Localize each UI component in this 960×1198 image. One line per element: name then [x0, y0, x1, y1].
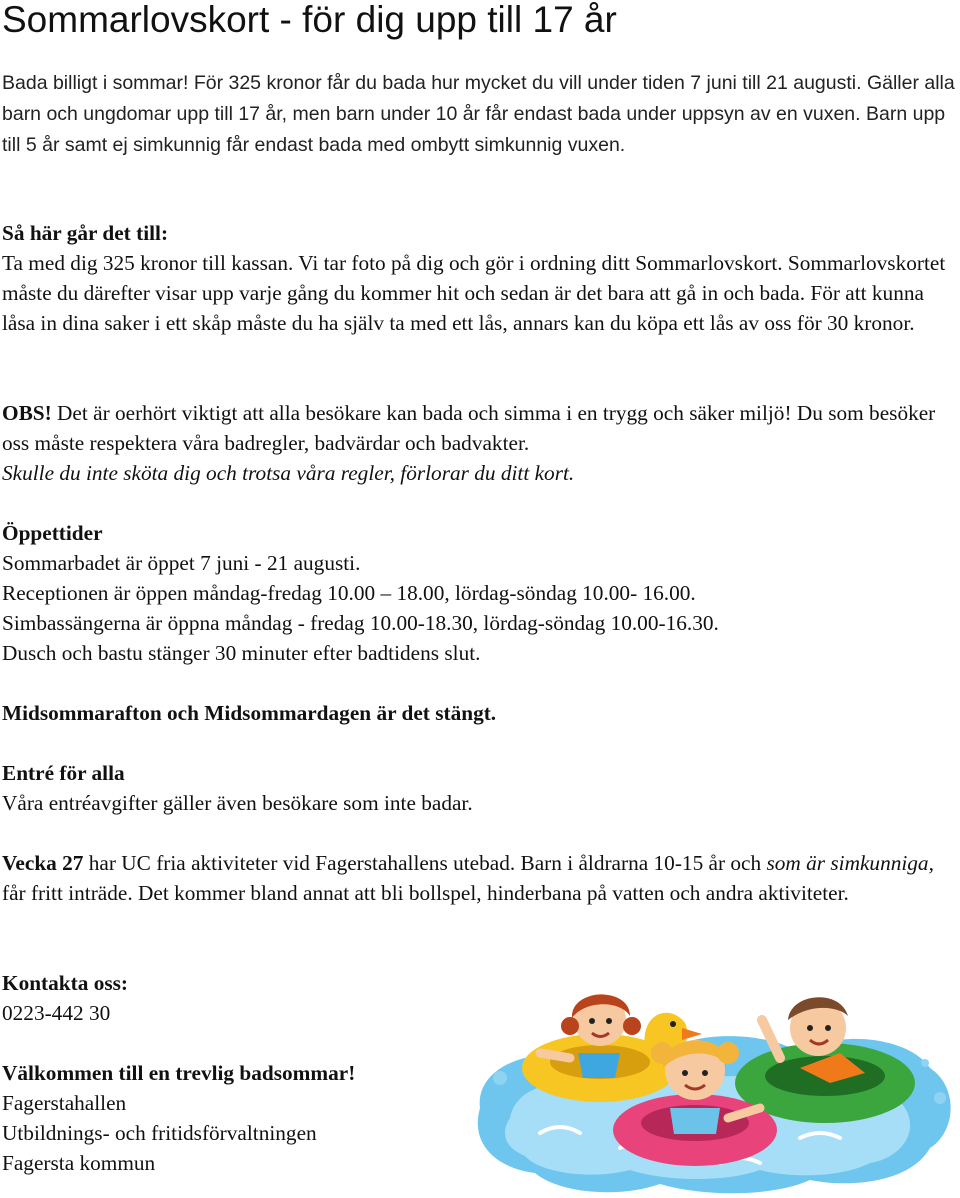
- week-text-end: får fritt inträde. Det kommer bland annat att bli bollspel, hinderbana på vatten och andra aktiviteter.: [2, 881, 849, 905]
- welcome-heading: Välkommen till en trevlig badsommar!: [2, 1061, 356, 1085]
- week-label: Vecka 27: [2, 851, 84, 875]
- hours-line: Dusch och bastu stänger 30 minuter efter badtidens slut.: [2, 641, 481, 665]
- contact-heading: Kontakta oss:: [2, 971, 129, 995]
- entry-text: Våra entréavgifter gäller även besökare som inte badar.: [2, 791, 473, 815]
- hours-heading: Öppettider: [2, 521, 103, 545]
- signature-line: Fagersta kommun: [2, 1151, 156, 1175]
- intro-paragraph: Bada billigt i sommar! För 325 kronor får du bada hur mycket du vill under tiden 7 juni till 21 augusti. Gäller alla barn och ungdomar upp till 17 år, men barn under 10 år får endast bada under uppsyn av en vuxen. Barn upp till 5 år samt ej simkunnig får endast bada med ombytt simkunnig vuxen.: [2, 72, 955, 156]
- children-swimming-illustration: [470, 958, 960, 1198]
- week-paragraph: [2, 848, 960, 908]
- hours-line: Simbassängerna är öppna måndag - fredag 10.00-18.30, lördag-söndag 10.00-16.30.: [2, 611, 719, 635]
- signature-line: Utbildnings- och fritidsförvaltningen: [2, 1121, 317, 1145]
- obs-warning: Skulle du inte sköta dig och trotsa våra regler, förlorar du ditt kort.: [2, 461, 575, 485]
- how-heading: Så här går det till:: [2, 221, 169, 245]
- how-paragraph: Ta med dig 325 kronor till kassan. Vi tar foto på dig och gör i ordning ditt Sommarlovskort. Sommarlovskortet måste du därefter visar upp varje gång du kommer hit och sedan är det bara att gå in och bada. För att kunna låsa in dina saker i ett skåp måste du ha själv ta med ett lås, annars kan du köpa ett lås av oss för 30 kronor.: [2, 251, 946, 335]
- hours-line: Receptionen är öppen måndag-fredag 10.00 – 18.00, lördag-söndag 10.00- 16.00.: [2, 581, 696, 605]
- signature-line: Fagerstahallen: [2, 1091, 127, 1115]
- page-title: Sommarlovskort - för dig upp till 17 år: [2, 0, 617, 40]
- week-italic: som är simkunniga,: [766, 851, 934, 875]
- hours-line: Sommarbadet är öppet 7 juni - 21 augusti.: [2, 551, 361, 575]
- week-text: har UC fria aktiviteter vid Fagerstahallens utebad. Barn i åldrarna 10-15 år och: [83, 851, 767, 875]
- closed-notice: Midsommarafton och Midsommardagen är det stängt.: [2, 701, 497, 725]
- entry-heading: Entré för alla: [2, 761, 125, 785]
- obs-label: OBS!: [2, 401, 52, 425]
- contact-phone: 0223-442 30: [2, 1001, 111, 1025]
- obs-text: Det är oerhört viktigt att alla besökare kan bada och simma i en trygg och säker miljö! Du som besöker oss måste respektera våra badregler, badvärdar och badvakter.: [2, 401, 936, 455]
- obs-paragraph: [2, 398, 960, 488]
